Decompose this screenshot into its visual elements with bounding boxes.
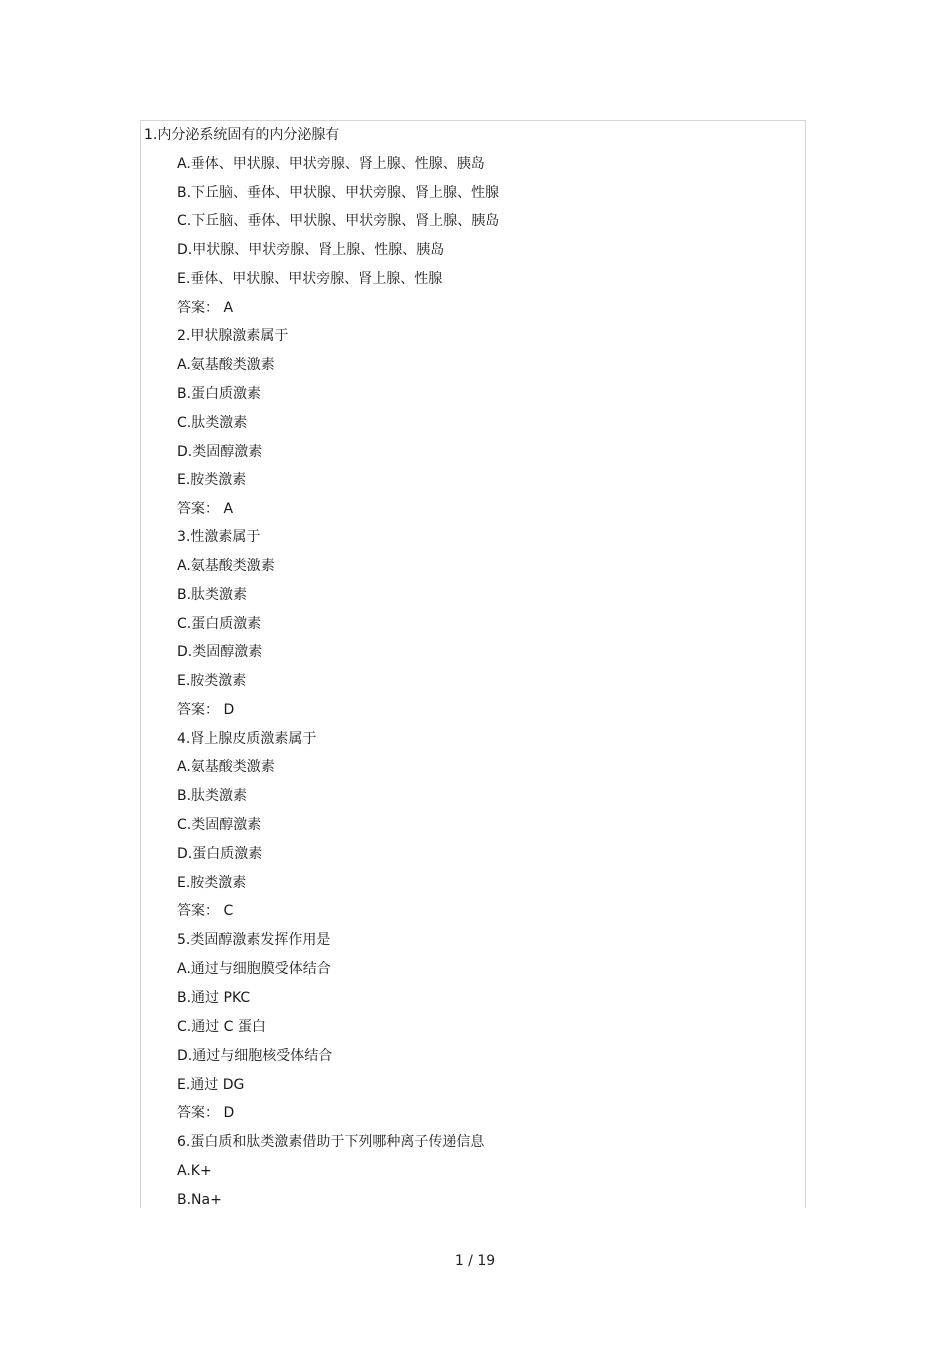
question-option: D.类固醇激素 xyxy=(177,444,263,460)
question-answer: 答案： C xyxy=(177,903,234,919)
question-stem: 4.肾上腺皮质激素属于 xyxy=(177,731,317,747)
question-option: C.通过 C 蛋白 xyxy=(177,1019,266,1035)
question-option: A.通过与细胞膜受体结合 xyxy=(177,961,331,977)
question-option: D.通过与细胞核受体结合 xyxy=(177,1048,333,1064)
question-answer: 答案： D xyxy=(177,702,235,718)
question-option: B.通过 PKC xyxy=(177,990,251,1006)
question-answer: 答案： A xyxy=(177,501,234,517)
question-option: D.甲状腺、甲状旁腺、肾上腺、性腺、胰岛 xyxy=(177,242,445,258)
question-option: A.氨基酸类激素 xyxy=(177,759,275,775)
question-option: A.垂体、甲状腺、甲状旁腺、肾上腺、性腺、胰岛 xyxy=(177,156,485,172)
question-stem: 3.性激素属于 xyxy=(177,529,261,545)
page-number: 1 / 19 xyxy=(454,1253,496,1269)
question-option: D.类固醇激素 xyxy=(177,644,263,660)
question-option: B.肽类激素 xyxy=(177,587,248,603)
question-option: C.蛋白质激素 xyxy=(177,616,262,632)
question-answer: 答案： A xyxy=(177,300,234,316)
page-frame xyxy=(140,120,806,1208)
question-option: E.垂体、甲状腺、甲状旁腺、肾上腺、性腺 xyxy=(177,271,443,287)
question-option: E.胺类激素 xyxy=(177,472,247,488)
question-option: A.氨基酸类激素 xyxy=(177,357,275,373)
question-stem: 2.甲状腺激素属于 xyxy=(177,328,289,344)
question-option: A.氨基酸类激素 xyxy=(177,558,275,574)
question-option: B.蛋白质激素 xyxy=(177,386,262,402)
question-option: E.通过 DG xyxy=(177,1077,245,1093)
question-answer: 答案： D xyxy=(177,1105,235,1121)
question-option: E.胺类激素 xyxy=(177,875,247,891)
question-stem: 6.蛋白质和肽类激素借助于下列哪种离子传递信息 xyxy=(177,1134,485,1150)
question-option: E.胺类激素 xyxy=(177,673,247,689)
question-option: D.蛋白质激素 xyxy=(177,846,263,862)
question-stem: 5.类固醇激素发挥作用是 xyxy=(177,932,331,948)
question-option: B.下丘脑、垂体、甲状腺、甲状旁腺、肾上腺、性腺 xyxy=(177,185,500,201)
question-option: C.下丘脑、垂体、甲状腺、甲状旁腺、肾上腺、胰岛 xyxy=(177,213,500,229)
question-option: C.类固醇激素 xyxy=(177,817,262,833)
question-option: C.肽类激素 xyxy=(177,415,248,431)
question-option: B.肽类激素 xyxy=(177,788,248,804)
question-stem: 1.内分泌系统固有的内分泌腺有 xyxy=(144,127,340,143)
question-option: A.K+ xyxy=(177,1163,212,1179)
question-option: B.Na+ xyxy=(177,1192,222,1208)
